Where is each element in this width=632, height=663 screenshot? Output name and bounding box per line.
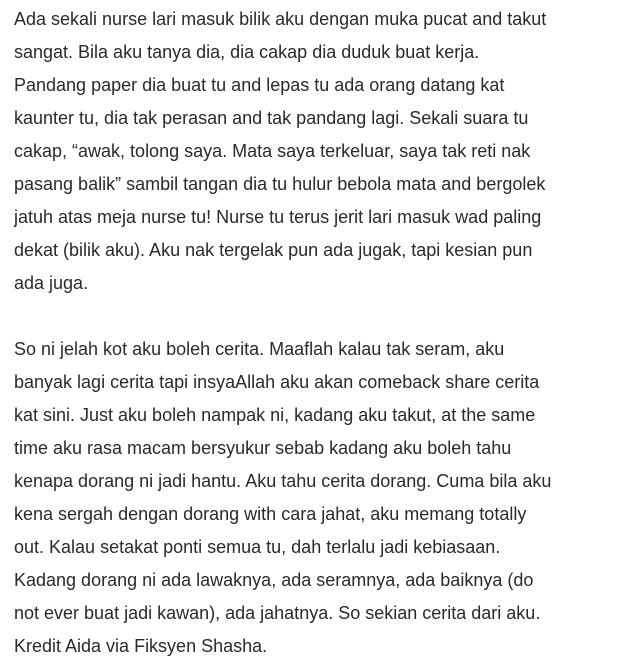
text-line: not ever buat jadi kawan), ada jahatnya. So sekian cerita dari aku.	[14, 603, 541, 623]
text-line: Kadang dorang ni ada lawaknya, ada seramnya, ada baiknya (do	[14, 570, 534, 590]
text-line: cakap, “awak, tolong saya. Mata saya terkeluar, saya tak reti nak	[14, 141, 531, 161]
text-line: jatuh atas meja nurse tu! Nurse tu terus jerit lari masuk wad paling	[14, 207, 542, 227]
text-line: kenapa dorang ni jadi hantu. Aku tahu cerita dorang. Cuma bila aku	[14, 471, 552, 491]
paragraph-closing	[14, 333, 632, 663]
text-line: pasang balik” sambil tangan dia tu hulur bebola mata and bergolek	[14, 174, 546, 194]
text-line: kaunter tu, dia tak perasan and tak pandang lagi. Sekali suara tu	[14, 108, 529, 128]
text-line: sangat. Bila aku tanya dia, dia cakap dia duduk buat kerja.	[14, 42, 480, 62]
text-line: So ni jelah kot aku boleh cerita. Maaflah kalau tak seram, aku	[14, 339, 505, 359]
text-line: kena sergah dengan dorang with cara jahat, aku memang totally	[14, 504, 527, 524]
text-line: ada juga.	[14, 273, 89, 293]
text-line: out. Kalau setakat ponti semua tu, dah terlalu jadi kebiasaan.	[14, 537, 501, 557]
text-line: banyak lagi cerita tapi insyaAllah aku akan comeback share cerita	[14, 372, 540, 392]
text-line: dekat (bilik aku). Aku nak tergelak pun ada jugak, tapi kesian pun	[14, 240, 533, 260]
paragraph-nurse-story	[14, 3, 632, 300]
text-line: kat sini. Just aku boleh nampak ni, kadang aku takut, at the same	[14, 405, 536, 425]
text-line: Ada sekali nurse lari masuk bilik aku dengan muka pucat and takut	[14, 9, 547, 29]
credit-line: Kredit Aida via Fiksyen Shasha.	[14, 636, 268, 656]
text-line: Pandang paper dia buat tu and lepas tu ada orang datang kat	[14, 75, 505, 95]
text-line: time aku rasa macam bersyukur sebab kadang aku boleh tahu	[14, 438, 512, 458]
article-body	[0, 3, 632, 663]
